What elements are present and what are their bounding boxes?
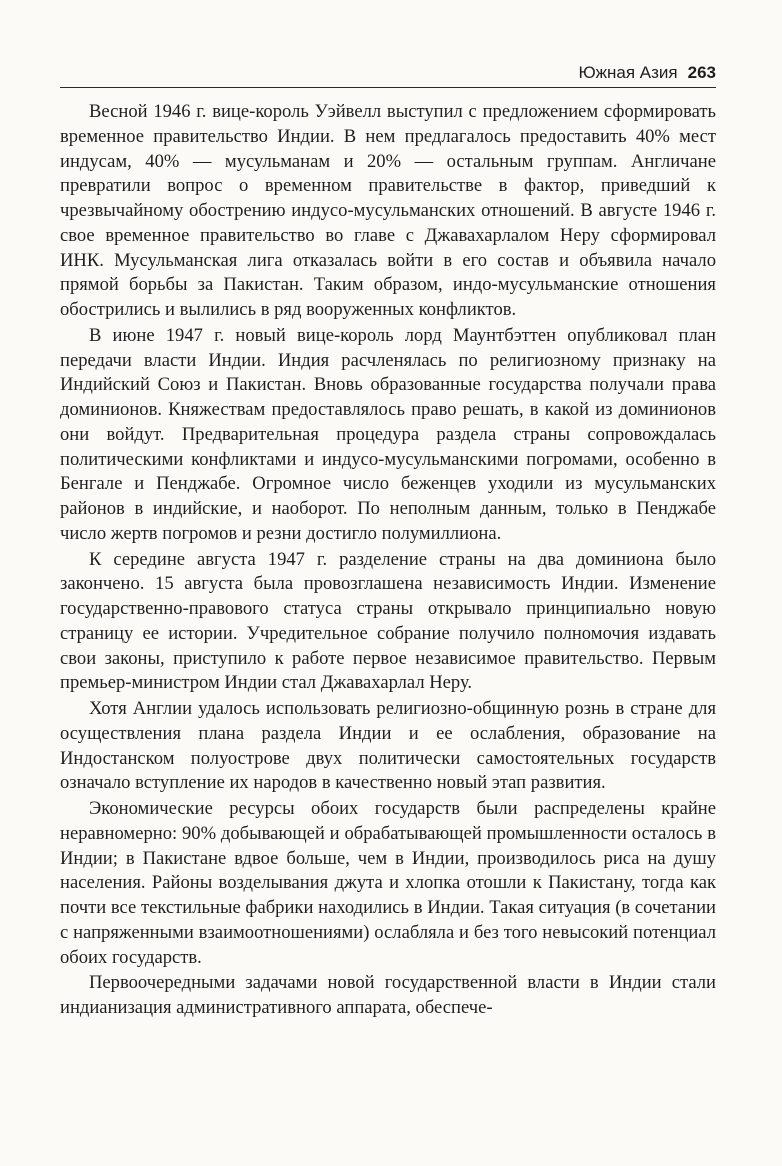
paragraph: Экономические ресурсы обоих государств были распределены крайне неравномерно: 90% добывающей и обрабатывающей промышленности осталось в Индии; в Пакистане вдвое больше, чем в Индии, производилось риса на душу населения. Районы возделывания джута и хлопка отошли к Пакистану, тогда как почти все текстильные фабрики находились в Индии. Такая ситуация (в сочетании с напряженными взаимоотношениями) ослабляла и без того невысокий потенциал обоих государств. xyxy=(60,798,716,968)
page-number: 263 xyxy=(687,63,716,82)
paragraph: В июне 1947 г. новый вице-король лорд Маунтбэттен опубликовал план передачи власти Индии. Индия расчленялась по религиозному признаку на Индийский Союз и Пакистан. Вновь образованные государства получали права доминионов. Княжествам предоставлялось право решать, в какой из доминионов они войдут. Предварительная процедура раздела страны сопровождалась политическими конфликтами и индусо-мусульманскими погромами, особенно в Бенгале и Пенджабе. Огромное число беженцев уходили из мусульманских районов в индийские, и наоборот. По неполным данным, только в Пенджабе число жертв погромов и резни достигло полумиллиона. xyxy=(60,324,716,544)
paragraph: Хотя Англии удалось использовать религиозно-общинную рознь в стране для осуществления плана раздела Индии и ее ослабления, образование на Индостанском полуострове двух политически самостоятельных государств означало вступление их народов в качественно новый этап развития. xyxy=(60,698,716,794)
paragraph: Первоочередными задачами новой государственной власти в Индии стали индианизация административного аппарата, обеспече- xyxy=(60,972,716,1018)
running-head xyxy=(60,60,716,88)
paragraph: К середине августа 1947 г. разделение страны на два доминиона было закончено. 15 августа была провозглашена независимость Индии. Изменение государственно-правового статуса страны открывало принципиально новую страницу ее истории. Учредительное собрание получило полномочия издавать свои законы, приступило к работе первое независимое правительство. Первым премьер-министром Индии стал Джавахарлал Неру. xyxy=(60,548,716,694)
body-text xyxy=(60,100,716,1021)
running-title: Южная Азия xyxy=(578,63,678,82)
paragraph: Весной 1946 г. вице-король Уэйвелл выступил с предложением сформировать временное правительство Индии. В нем предлагалось предоставить 40% мест индусам, 40% — мусульманам и 20% — остальным группам. Англичане превратили вопрос о временном правительстве в фактор, приведший к чрезвычайному обострению индусо-мусульманских отношений. В августе 1946 г. свое временное правительство во главе с Джавахарлалом Неру сформировал ИНК. Мусульманская лига отказалась войти в его состав и объявила начало прямой борьбы за Пакистан. Таким образом, индо-мусульманские отношения обострились и вылились в ряд вооруженных конфликтов. xyxy=(60,101,716,320)
